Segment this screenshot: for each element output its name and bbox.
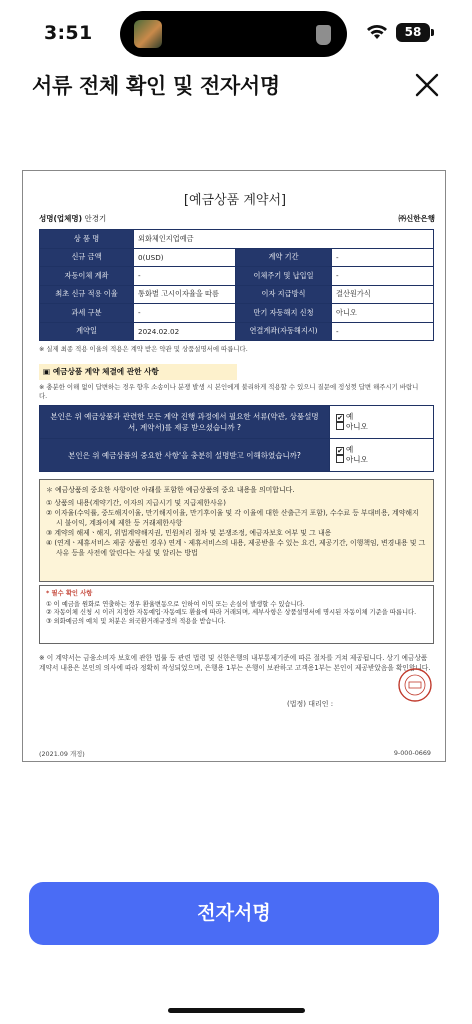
customer-label: 성명(업체명) xyxy=(39,214,83,223)
question-text: 본인은 위 예금상품과 관련한 모든 계약 진행 과정에서 필요한 서류(약관, 상품설명서, 계약서)를 제공 받으셨습니까 ? xyxy=(40,406,330,439)
document-title: [예금상품 계약서] xyxy=(183,193,287,208)
row-label: 이체주기 및 납입일 xyxy=(236,267,332,286)
row-label: 계약 기간 xyxy=(236,248,332,267)
no-label: 아니오 xyxy=(346,455,368,464)
form-number: 9-000-0669 xyxy=(393,749,431,757)
final-note: ※ 이 계약서는 금융소비자 보호에 관한 법률 등 관련 법령 및 신한은행의 내부통제기준에 따른 절차를 거쳐 제공됩니다. 상기 예금상품 계약서 내용은 본인의 의사에 따라 정확히 작성되었으며, 은행용 1부는 은행이 보관하고 고객용1부는 본인이 제공받았음을 확인합니다. xyxy=(39,654,431,672)
answer-no[interactable] xyxy=(336,422,427,432)
section-note: ※ 충분한 이해 없이 답변하는 경우 향후 소송이나 분쟁 발생 시 본인에게 불리하게 적용할 수 있으니 질문에 정성껏 답변 해주시기 바랍니다. xyxy=(39,383,419,400)
row-label: 상 품 명 xyxy=(40,230,134,249)
row-value: - xyxy=(332,322,434,341)
row-value: 0(USD) xyxy=(134,248,236,267)
now-playing-thumbnail xyxy=(134,20,162,48)
bank-seal-stamp xyxy=(397,667,433,703)
required-check-box xyxy=(39,585,434,644)
row-label: 과세 구분 xyxy=(40,304,134,323)
table-row xyxy=(40,230,434,249)
required-check-item: ② 자동이체 신청 시 이러 지정한 자동예입·자동예도 환율에 따라 거래되며, 세부사항은 상품설명서에 명시된 자동이체 기준을 따릅니다. xyxy=(46,609,417,617)
bank-name: ㈜신한은행 xyxy=(398,214,435,223)
row-value: - xyxy=(332,267,434,286)
row-value: 결산원가식 xyxy=(332,285,434,304)
answer-cell xyxy=(330,406,434,439)
battery-tip xyxy=(431,29,434,36)
important-matters-box xyxy=(39,479,434,582)
checkbox-icon[interactable] xyxy=(336,455,344,463)
table-row xyxy=(40,322,434,341)
row-label: 만기 자동해지 신청 xyxy=(236,304,332,323)
table-row xyxy=(40,285,434,304)
table-row xyxy=(40,439,434,472)
home-indicator xyxy=(168,1008,305,1013)
close-icon[interactable] xyxy=(412,70,442,100)
answer-yes[interactable] xyxy=(336,445,427,455)
important-item: ② 이자율(수익률, 중도해지이율, 만기해지이율, 만기후이율 및 각 이율에 대한 산출근거 포함), 수수료 등 부대비용, 계약해지 시 불이익, 계좌이체 제한 등 거래제한사항 xyxy=(46,509,419,527)
checkbox-checked-icon[interactable]: ✔ xyxy=(337,414,343,422)
table-row xyxy=(40,267,434,286)
contract-document xyxy=(22,170,446,762)
row-value: 2024.02.02 xyxy=(134,322,236,341)
table-row xyxy=(40,248,434,267)
yes-label: 예 xyxy=(346,445,354,454)
row-value: 아니오 xyxy=(332,304,434,323)
checkbox-icon[interactable] xyxy=(336,422,344,430)
answer-cell xyxy=(330,439,434,472)
table-row xyxy=(40,406,434,439)
legal-agent-label: (법정) 대리인 : xyxy=(287,700,334,708)
status-bar xyxy=(0,0,472,62)
important-item: ③ 계약의 해제ㆍ해지, 위법계약해지권, 민원처리 절차 및 분쟁조정, 예금자보호 여부 및 그 내용 xyxy=(46,529,332,537)
row-value: 통화별 고시이자율을 따름 xyxy=(134,285,236,304)
customer-name: 안경기 xyxy=(84,214,107,223)
wifi-icon xyxy=(366,24,388,40)
answer-no[interactable] xyxy=(336,455,427,465)
row-value: - xyxy=(134,267,236,286)
row-label: 최초 신규 적용 이율 xyxy=(40,285,134,304)
page-title: 서류 전체 확인 및 전자서명 xyxy=(32,74,280,98)
no-label: 아니오 xyxy=(346,422,368,431)
important-item: ① 상품의 내용(계약기간, 이자의 지급시기 및 지급제한사유) xyxy=(46,499,226,507)
answer-yes[interactable] xyxy=(336,412,427,422)
customer-row xyxy=(39,213,435,227)
section-title: ▣ 예금상품 계약 체결에 관한 사항 xyxy=(39,364,237,380)
important-head: ＊ 예금상품의 중요한 사항이란 아래를 포함한 예금상품의 중요 내용을 의미합니다. xyxy=(46,486,295,494)
contract-info-table xyxy=(39,229,434,341)
required-check-item: ③ 외화예금의 예치 및 처분은 외국환거래규정의 적용을 받습니다. xyxy=(46,617,226,625)
rate-note: ※ 실제 최종 적용 이율의 적용은 계약 받은 약관 및 상품설명서에 따릅니다. xyxy=(39,345,248,353)
yes-label: 예 xyxy=(346,412,354,421)
revision-note: (2021.09 개정) xyxy=(39,750,85,758)
confirmation-table xyxy=(39,405,434,472)
timer-icon xyxy=(316,25,331,45)
checkbox-checked-icon[interactable]: ✔ xyxy=(337,447,343,455)
required-check-head: * 필수 확인 사항 xyxy=(46,590,93,597)
dynamic-island xyxy=(120,11,347,57)
battery-icon: 58 xyxy=(396,23,430,42)
row-value: - xyxy=(134,304,236,323)
row-value: 외화체인지업예금 xyxy=(134,230,434,249)
important-item: ④ (연계ㆍ제휴서비스 제공 상품인 경우) 연계ㆍ제휴서비스의 내용, 제공받을 수 있는 요건, 제공기간, 이행책임, 변경내용 및 그 사유 등을 사전에 알린다는 사실 및 알리는 방법 xyxy=(46,539,426,557)
row-label: 계약일 xyxy=(40,322,134,341)
row-label: 연결계좌(자동해지시) xyxy=(236,322,332,341)
required-check-item: ① 이 예금을 원화로 연출하는 경우 환율변동으로 인하여 이익 또는 손실이 발생할 수 있습니다. xyxy=(46,601,305,609)
row-value: - xyxy=(332,248,434,267)
table-row xyxy=(40,304,434,323)
e-signature-button[interactable]: 전자서명 xyxy=(29,882,439,945)
row-label: 자동이체 계좌 xyxy=(40,267,134,286)
question-text: 본인은 위 예금상품의 중요한 사항'을 충분히 설명받고 이해하였습니까? xyxy=(40,439,330,472)
status-time: 3:51 xyxy=(44,22,93,44)
row-label: 신규 금액 xyxy=(40,248,134,267)
row-label: 이자 지급방식 xyxy=(236,285,332,304)
